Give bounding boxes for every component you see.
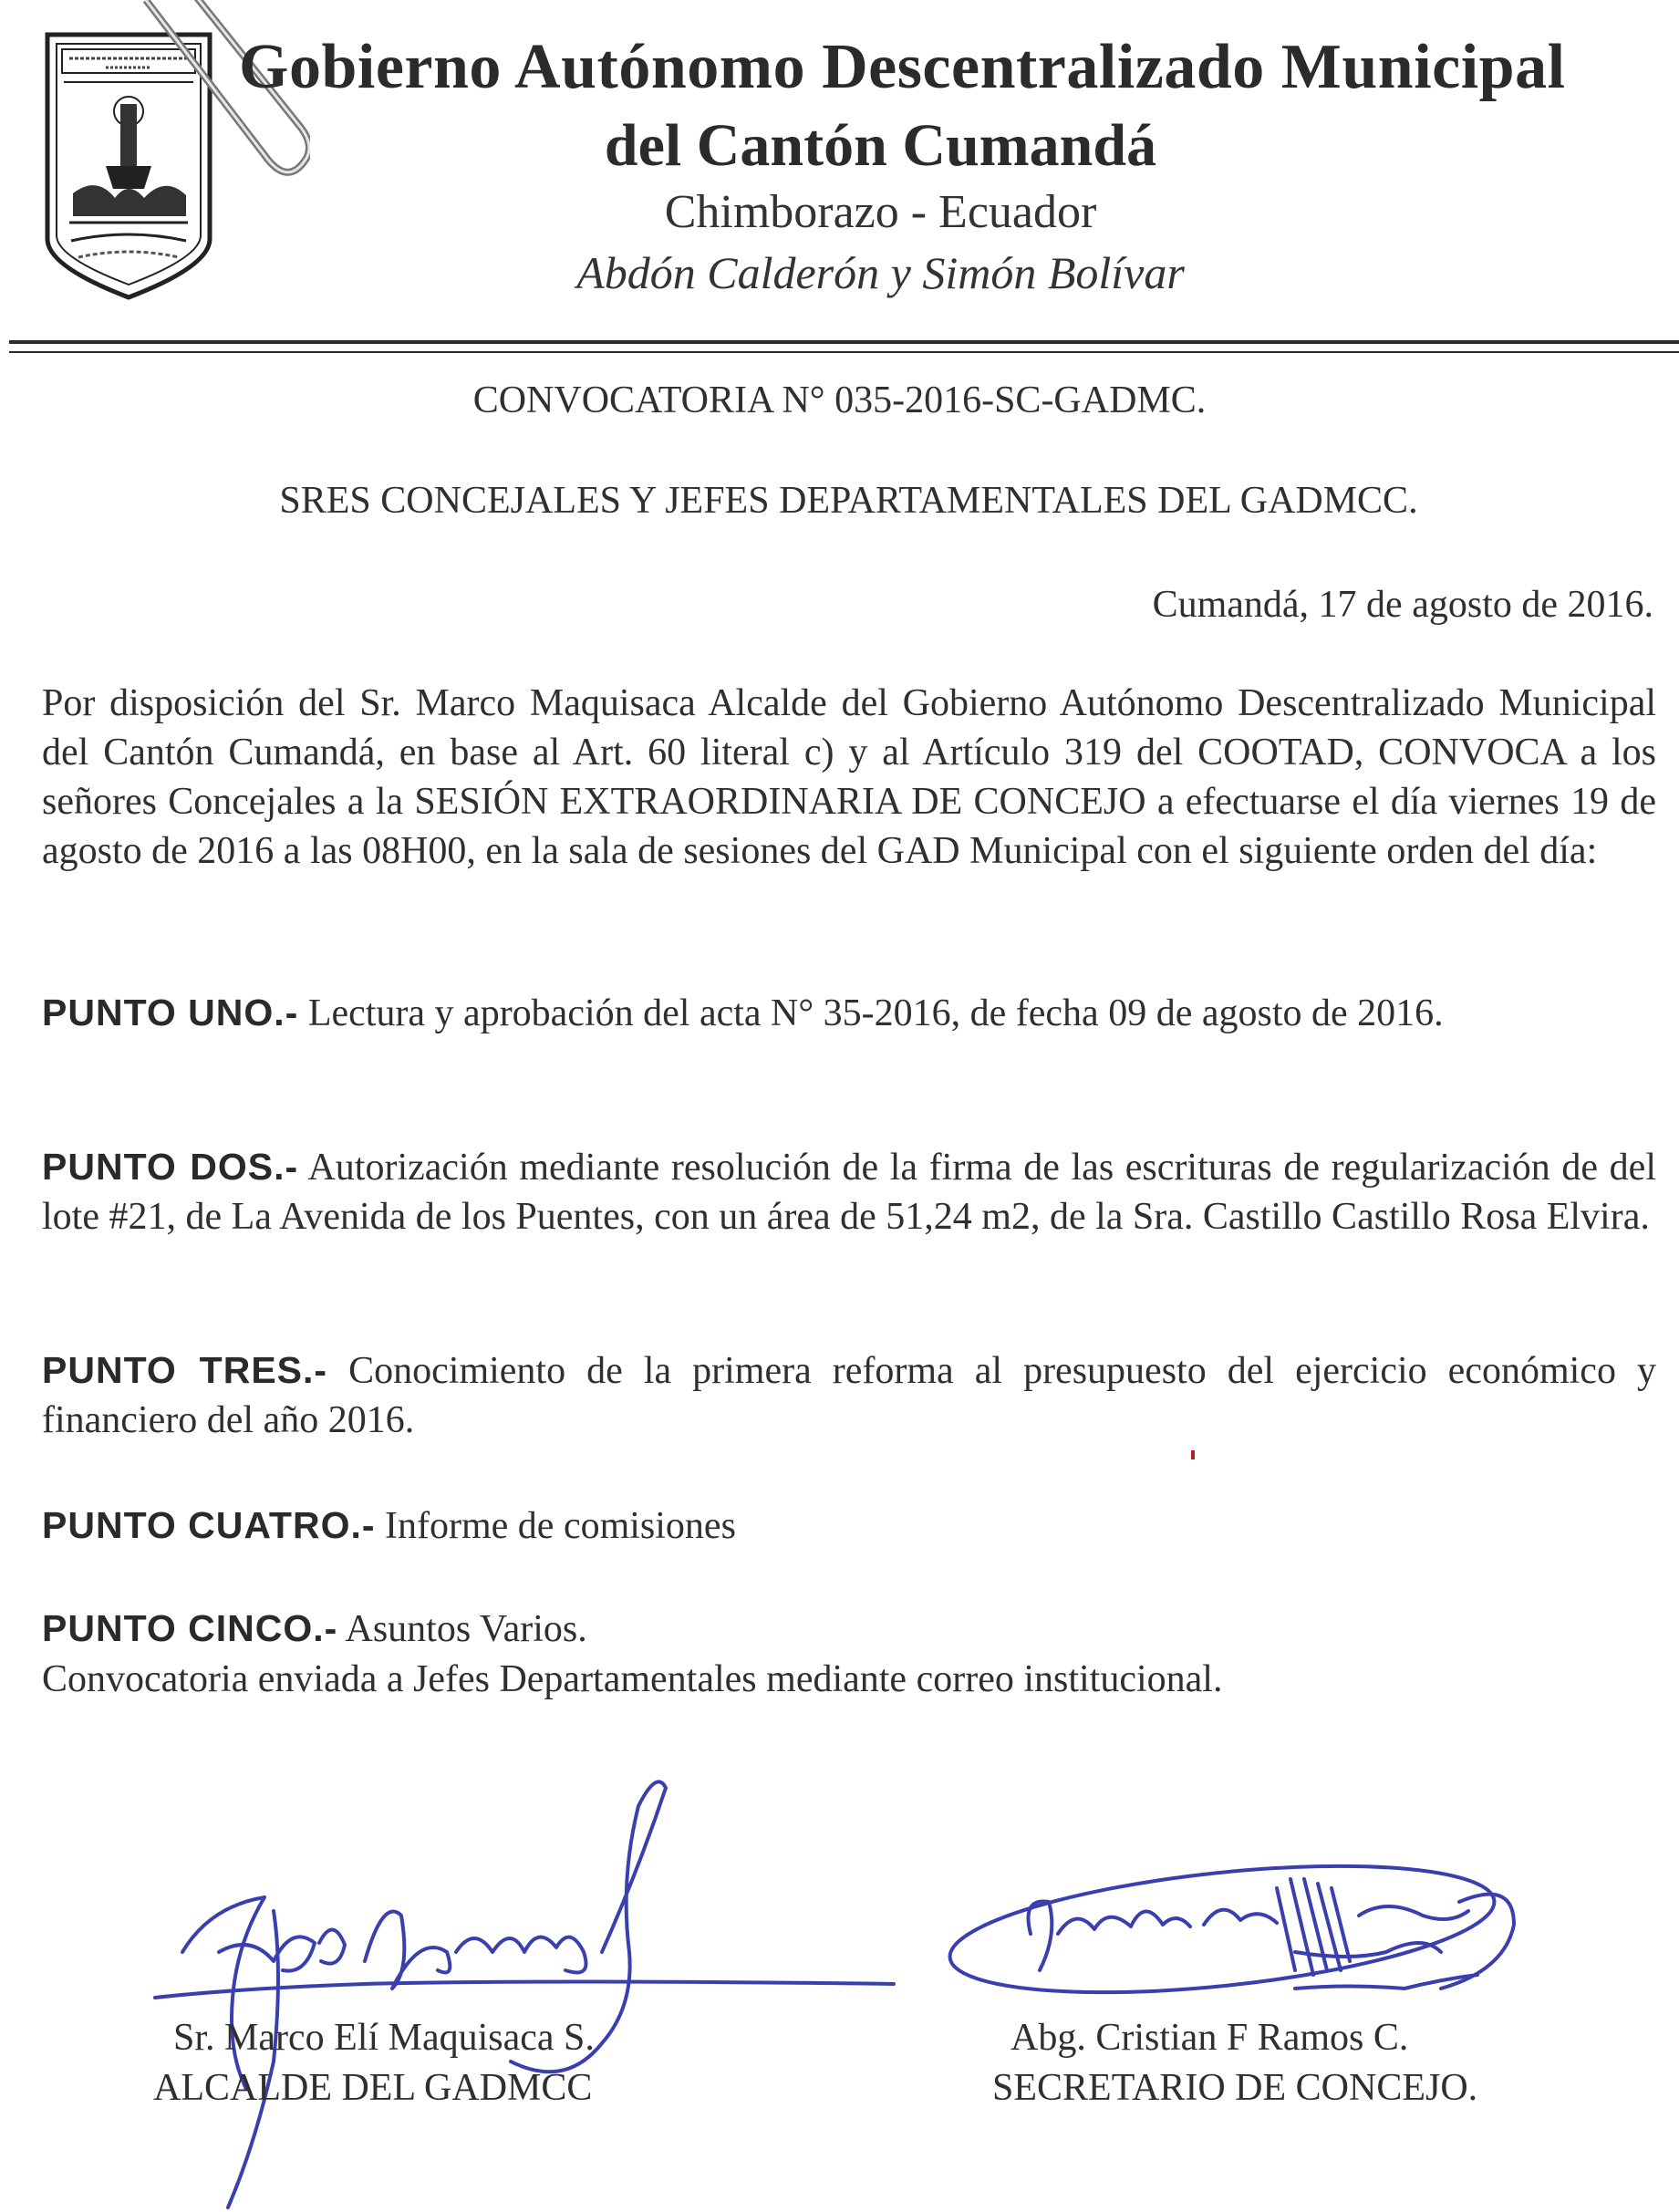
agenda-item-4 xyxy=(42,1501,1656,1551)
mayor-title: ALCALDE DEL GADMCC xyxy=(153,2067,593,2109)
agenda-item-5 xyxy=(42,1604,1656,1654)
header-divider-thick xyxy=(9,340,1679,344)
mayor-name: Sr. Marco Elí Maquisaca S. xyxy=(173,2017,595,2059)
header-subtitle-location: Chimborazo - Ecuador xyxy=(664,186,1097,238)
ink-mark xyxy=(1191,1450,1195,1459)
header-title-line2: del Cantón Cumandá xyxy=(604,112,1157,179)
place-date: Cumandá, 17 de agosto de 2016. xyxy=(1152,584,1653,626)
agenda-item-text: Conocimiento de la primera reforma al presupuesto del ejercicio económico y financiero del año 2016. xyxy=(42,1350,1656,1441)
agenda-item-text: Informe de comisiones xyxy=(375,1505,736,1547)
header-divider-thin xyxy=(9,351,1679,353)
header-subtitle-address: Abdón Calderón y Simón Bolívar xyxy=(576,247,1185,298)
intro-paragraph: Por disposición del Sr. Marco Maquisaca Alcalde del Gobierno Autónomo Descentralizado Municipal del Cantón Cumandá, en base al Art. 60 literal c) y al Artículo 319 del COOTAD, CONVOCA a los señores Concejales a la SESIÓN EXTRAORDINARIA DE CONCEJO a efectuarse el día viernes 19 de agosto de 2016 a las 08H00, en la sala de sesiones del GAD Municipal con el siguiente orden del día: xyxy=(42,682,1656,872)
agenda-item-3 xyxy=(42,1345,1656,1445)
header-title-line1: Gobierno Autónomo Descentralizado Municipal xyxy=(239,32,1566,102)
agenda-item-2 xyxy=(42,1142,1656,1241)
convocatoria-number: CONVOCATORIA N° 035-2016-SC-GADMC. xyxy=(472,379,1207,421)
agenda-item-label: PUNTO TRES.- xyxy=(42,1349,328,1391)
handwritten-signatures xyxy=(0,1733,1679,2212)
distribution-note: Convocatoria enviada a Jefes Departamentales mediante correo institucional. xyxy=(42,1658,1223,1700)
agenda-item-label: PUNTO UNO.- xyxy=(42,992,299,1033)
agenda-item-1 xyxy=(42,988,1656,1038)
agenda-item-text: Autorización mediante resolución de la firma de las escrituras de regularización de del lote #21, de La Avenida de los Puentes, con un área de 51,24 m2, de la Sra. Castillo Castillo Rosa Elvira. xyxy=(42,1147,1656,1238)
secretary-title: SECRETARIO DE CONCEJO. xyxy=(992,2067,1478,2109)
agenda-item-label: PUNTO CUATRO.- xyxy=(42,1504,376,1546)
agenda-item-text: Asuntos Varios. xyxy=(337,1608,587,1650)
agenda-item-label: PUNTO DOS.- xyxy=(42,1146,299,1188)
secretary-signature xyxy=(944,1844,1514,2014)
mayor-signature xyxy=(155,1781,894,2207)
agenda-item-label: PUNTO CINCO.- xyxy=(42,1607,338,1649)
secretary-name: Abg. Cristian F Ramos C. xyxy=(1011,2017,1409,2059)
recipients-line: SRES CONCEJALES Y JEFES DEPARTAMENTALES DEL GADMCC. xyxy=(279,480,1418,522)
agenda-item-text: Lectura y aprobación del acta N° 35-2016, de fecha 09 de agosto de 2016. xyxy=(298,992,1444,1034)
